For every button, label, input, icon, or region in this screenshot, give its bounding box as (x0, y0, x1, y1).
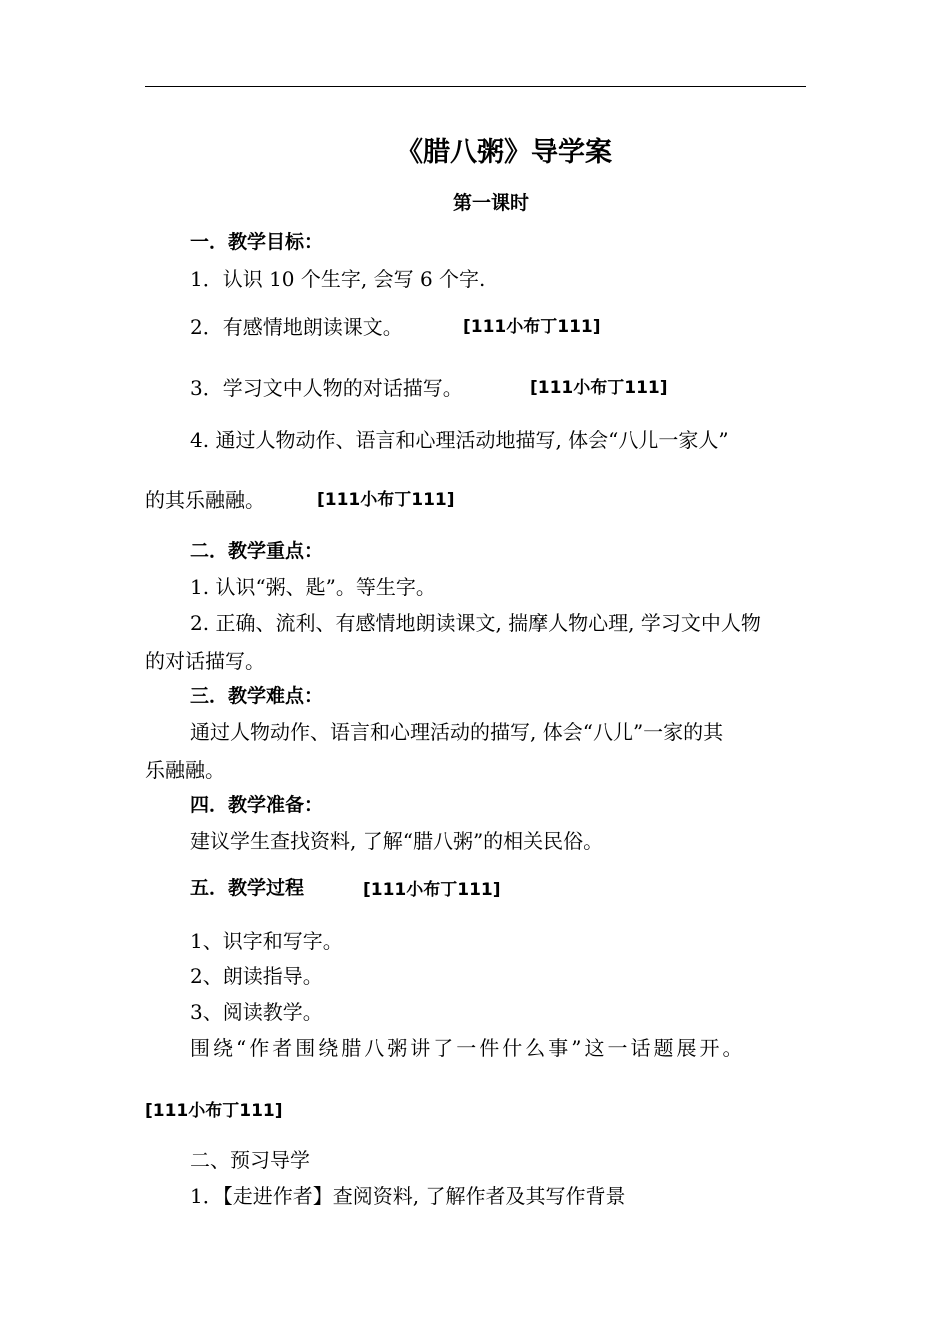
lesson-subtitle: 第一课时 (453, 192, 530, 214)
key-point-1: 1. 认识“粥、匙”。等生字。 (190, 575, 436, 599)
tag-label: [111小布丁111] (363, 880, 501, 900)
difficulty-text: 通过人物动作、语言和心理活动的描写, 体会“八儿”一家的其 (190, 720, 724, 744)
header-rule (145, 86, 806, 87)
difficulty-text-cont: 乐融融。 (145, 758, 225, 782)
section-heading-process: 五．教学过程 (190, 877, 305, 899)
section-heading-preparation: 四．教学准备： (190, 794, 324, 816)
goal-item-4: 4. 通过人物动作、语言和心理活动地描写, 体会“八儿一家人” (190, 428, 729, 452)
goal-item-2: 2．有感情地朗读课文。 (190, 315, 403, 339)
process-item-3: 3、阅读教学。 (190, 1000, 323, 1024)
tag-label: [111小布丁111] (530, 378, 668, 398)
section-heading-goals: 一．教学目标： (190, 231, 324, 253)
document-title: 《腊八粥》导学案 (396, 137, 612, 168)
process-item-1: 1、识字和写字。 (190, 929, 343, 953)
tag-label: [111小布丁111] (317, 490, 455, 510)
section-heading-difficulties: 三．教学难点： (190, 685, 324, 707)
section-heading-key-points: 二．教学重点： (190, 540, 324, 562)
process-item-2: 2、朗读指导。 (190, 964, 323, 988)
tag-label: [111小布丁111] (463, 317, 601, 337)
process-text: 围绕“作者围绕腊八粥讲了一件什么事”这一话题展开。 (190, 1036, 746, 1060)
goal-item-4-cont: 的其乐融融。 (145, 488, 265, 512)
key-point-2: 2. 正确、流利、有感情地朗读课文, 揣摩人物心理, 学习文中人物 (190, 611, 761, 635)
preview-item-1: 1．【走进作者】查阅资料, 了解作者及其写作背景 (190, 1184, 626, 1208)
goal-item-1: 1．认识 10 个生字, 会写 6 个字. (190, 267, 486, 291)
section-heading-preview: 二、预习导学 (190, 1148, 310, 1172)
preparation-text: 建议学生查找资料, 了解“腊八粥”的相关民俗。 (190, 829, 604, 853)
key-point-2-cont: 的对话描写。 (145, 649, 265, 673)
goal-item-3: 3．学习文中人物的对话描写。 (190, 376, 463, 400)
tag-label: [111小布丁111] (145, 1101, 283, 1121)
